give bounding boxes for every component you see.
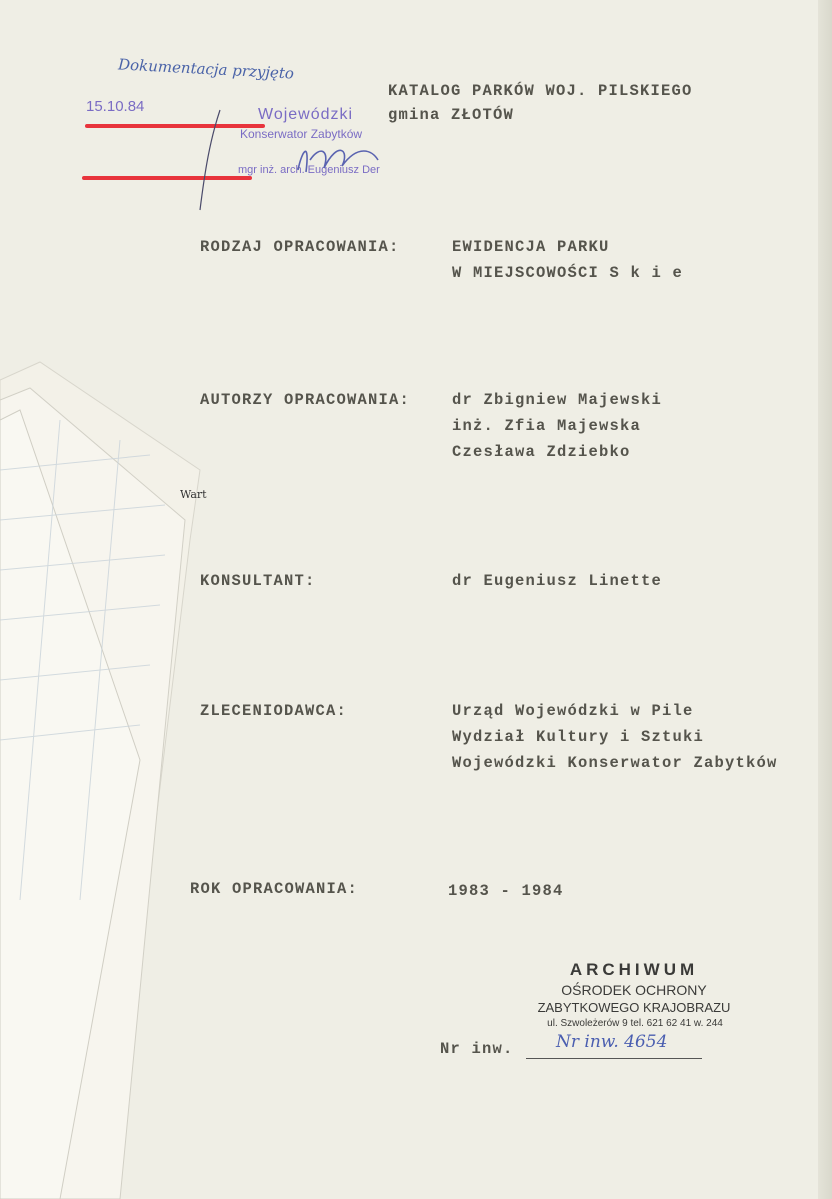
- autorzy-label: AUTORZY OPRACOWANIA:: [200, 391, 411, 409]
- signature: [280, 120, 400, 190]
- page-edge: [818, 0, 832, 1199]
- stamp-date: 15.10.84: [86, 98, 145, 115]
- autorzy-value-3: Czesława Zdziebko: [452, 443, 631, 461]
- konsultant-value-1: dr Eugeniusz Linette: [452, 572, 663, 590]
- rodzaj-label: RODZAJ OPRACOWANIA:: [200, 238, 400, 256]
- pen-mark: [180, 100, 260, 220]
- autorzy-value-1: dr Zbigniew Majewski: [452, 391, 663, 409]
- stamp-office-line1: Wojewódzki: [258, 106, 354, 123]
- inventory-label: Nr inw.: [440, 1040, 514, 1058]
- archive-stamp-line1: ARCHIWUM: [569, 960, 699, 979]
- stamp-office-line2: Konserwator Zabytków: [240, 127, 363, 141]
- stamp-office-line3: mgr inż. arch. Eugeniusz Der: [238, 164, 380, 176]
- rodzaj-value-2: W MIEJSCOWOŚCI S k i e: [452, 264, 684, 282]
- zleceniodawca-label: ZLECENIODAWCA:: [200, 702, 348, 720]
- zleceniodawca-value-2: Wydział Kultury i Sztuki: [452, 728, 705, 746]
- rodzaj-value-1: EWIDENCJA PARKU: [452, 238, 610, 256]
- zleceniodawca-value-1: Urząd Wojewódzki w Pile: [452, 702, 694, 720]
- autorzy-value-2: inż. Zfia Majewska: [452, 417, 642, 435]
- underlying-sheet-text: Wart: [180, 488, 207, 501]
- archive-stamp-line2: OŚRODEK OCHRONY: [561, 982, 707, 998]
- konsultant-label: KONSULTANT:: [200, 572, 316, 590]
- rok-value-1: 1983 - 1984: [448, 882, 564, 900]
- inventory-value: Nr inw. 4654: [556, 1032, 668, 1052]
- archive-stamp-line3: ZABYTKOWEGO KRAJOBRAZU: [537, 1000, 731, 1015]
- handwritten-note: Dokumentacja przyjęto: [117, 55, 295, 83]
- inventory-underline: [526, 1058, 702, 1059]
- rok-label: ROK OPRACOWANIA:: [190, 880, 359, 898]
- archive-stamp-line4: ul. Szwoleżerów 9 tel. 621 62 41 w. 244: [547, 1018, 723, 1029]
- header-line2: gmina ZŁOTÓW: [388, 106, 515, 124]
- header-line1: KATALOG PARKÓW WOJ. PILSKIEGO: [388, 82, 693, 100]
- zleceniodawca-value-3: Wojewódzki Konserwator Zabytków: [452, 754, 778, 772]
